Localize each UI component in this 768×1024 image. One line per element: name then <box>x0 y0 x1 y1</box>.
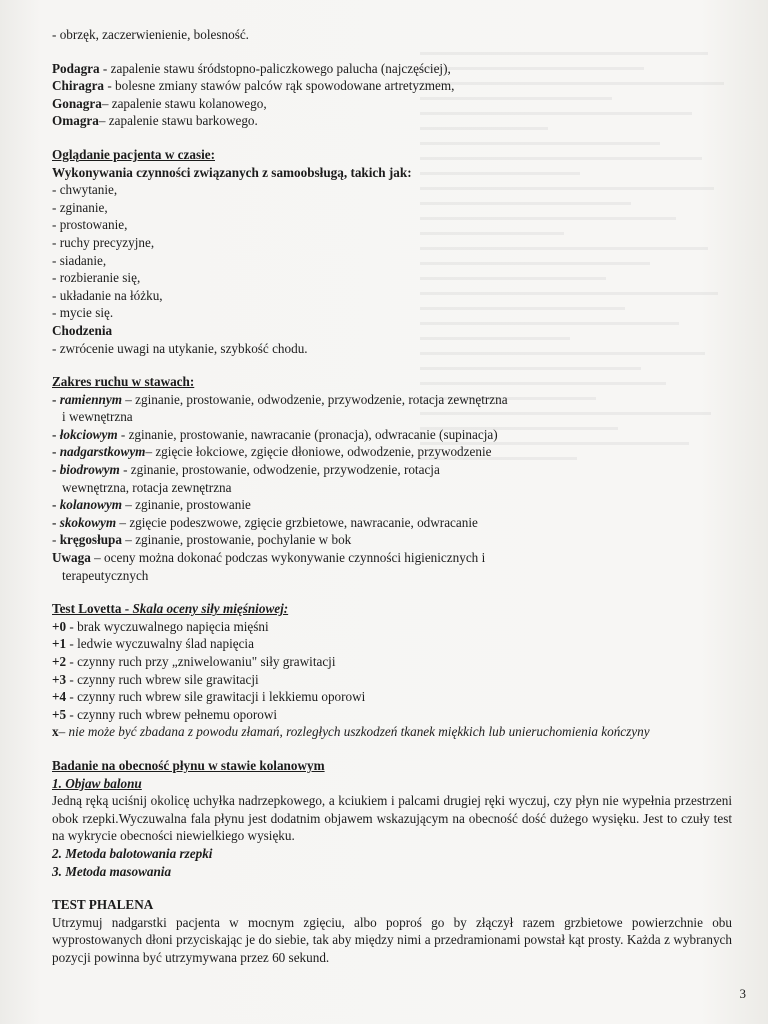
method-1-text: Jedną ręką uciśnij okolicę uchyłka nadrzepkowego, a kciukiem i palcami drugiej ręki wyczuj, czy płyn nie wypełnia przestrzeni obok rzepki.Wyczuwalna fala płynu jest dodatnim objawem wskazującym na obecność dość dużego wysięku. Jest to czuły test na wykrycie obecności niewielkiego wysięku. <box>52 793 732 844</box>
joint-term: kolanowym <box>59 497 122 513</box>
phalen-section <box>52 896 732 966</box>
list-item: - zginanie, <box>52 199 108 215</box>
scale-grade: +2 <box>52 654 67 669</box>
condition-item <box>52 60 732 78</box>
page-number: 3 <box>739 986 746 1001</box>
condition-item <box>52 77 732 95</box>
scale-item <box>52 618 732 636</box>
joint-term: ramiennym <box>59 391 122 407</box>
condition-term: Omagra <box>52 113 99 129</box>
method-2-title: 2. Metoda balotowania rzepki <box>52 845 213 861</box>
joint-term: nadgarstkowym <box>59 444 146 460</box>
joint-item <box>52 443 732 461</box>
condition-desc: – zapalenie stawu kolanowego, <box>101 95 267 111</box>
note <box>52 549 732 567</box>
observation-subheading: Wykonywania czynności związanych z samoobsługą, takich jak: <box>52 164 412 180</box>
joint-text: – zginanie, prostowanie <box>121 497 251 513</box>
condition-item <box>52 112 732 130</box>
scale-grade: x <box>52 724 59 740</box>
list-item: - siadanie, <box>52 252 107 268</box>
joint-item <box>52 426 732 444</box>
scale-text: – nie może być zbadana z powodu złamań, rozległych uszkodzeń tkanek miękkich lub unieruchomienia kończyny <box>58 724 650 740</box>
joint-text: - zginanie, prostowanie, nawracanie (pronacja), odwracanie (supinacja) <box>117 426 498 442</box>
note-text: – oceny można dokonać podczas wykonywanie czynności higienicznych i <box>90 550 486 566</box>
scale-grade: +3 <box>52 671 67 687</box>
scale-item <box>52 706 732 724</box>
condition-item <box>52 95 732 113</box>
method-1-title: 1. Objaw balonu <box>52 775 142 791</box>
condition-term: Gonagra <box>52 95 102 111</box>
scale-text: - czynny ruch wbrew sile grawitacji i lekkiemu oporowi <box>66 689 366 705</box>
phalen-text: Utrzymuj nadgarstki pacjenta w mocnym zgięciu, albo poproś go by złączył razem grzbietowe powierzchnie obu wyprostowanych dłoni przyciskając je do siebie, tak aby między nimi a przedramionami powstał kąt prosty. Każda z wybranych pozycji powinna być utrzymywana przez 60 sekund. <box>52 914 732 965</box>
joint-text: – zgięcie łokciowe, zgięcie dłoniowe, odwodzenie, przywodzenie <box>145 444 492 460</box>
list-item: - układanie na łóżku, <box>52 287 163 303</box>
list-item: - ruchy precyzyjne, <box>52 234 155 250</box>
joint-item <box>52 496 732 514</box>
walking-text: - zwrócenie uwagi na utykanie, szybkość chodu. <box>52 340 308 356</box>
scale-text: - czynny ruch przy „zniwelowaniu" siły grawitacji <box>66 654 336 669</box>
lovett-section <box>52 600 732 741</box>
scale-item <box>52 723 732 741</box>
joint-text: – zginanie, prostowanie, odwodzenie, przywodzenie, rotacja zewnętrzna <box>121 391 508 407</box>
lovett-heading <box>52 600 732 618</box>
scale-grade: +1 <box>52 636 67 652</box>
joint-text: – zgięcie podeszwowe, zgięcie grzbietowe, nawracanie, odwracanie <box>116 514 478 530</box>
observation-heading: Oglądanie pacjenta w czasie: <box>52 146 215 162</box>
observation-section <box>52 146 732 357</box>
scale-item <box>52 635 732 653</box>
spine-term: kręgosłupa <box>59 532 122 548</box>
method-3-title: 3. Metoda masowania <box>52 863 172 879</box>
lovett-heading-a: Test Lovetta - <box>52 601 133 617</box>
scale-text: - ledwie wyczuwalny ślad napięcia <box>66 636 254 652</box>
range-section <box>52 373 732 584</box>
joint-text: - zginanie, prostowanie, odwodzenie, przywodzenie, rotacja <box>119 462 440 478</box>
scale-text: - czynny ruch wbrew sile grawitacji <box>66 671 259 687</box>
list-item: - prostowanie, <box>52 217 128 233</box>
conditions-list <box>52 60 732 130</box>
document-body <box>52 26 732 967</box>
scale-text: - brak wyczuwalnego napięcia mięśni <box>66 618 269 634</box>
joint-item <box>52 461 732 479</box>
scale-grade: +5 <box>52 706 67 722</box>
dash: - <box>52 514 60 530</box>
fluid-section <box>52 757 732 880</box>
lovett-heading-b: Skala oceny siły mięśniowej: <box>132 601 289 617</box>
list-item: - chwytanie, <box>52 182 118 198</box>
joint-item: - kręgosłupa – zginanie, prostowanie, pochylanie w bok <box>52 532 352 548</box>
condition-term: Chiragra <box>52 78 105 94</box>
dash: - <box>52 497 60 513</box>
scale-text: - czynny ruch wbrew pełnemu oporowi <box>66 706 278 722</box>
condition-desc: - zapalenie stawu śródstopno-paliczkowego palucha (najczęściej), <box>99 60 451 76</box>
scale-item <box>52 653 732 671</box>
list-item: - mycie się. <box>52 305 114 321</box>
joint-cont: i wewnętrzna <box>62 409 133 425</box>
joint-term: łokciowym <box>59 426 118 442</box>
scale-item <box>52 671 732 689</box>
joint-term: biodrowym <box>59 462 120 478</box>
scale-grade: +0 <box>52 618 67 634</box>
joint-term: skokowym <box>59 514 117 530</box>
joint-item <box>52 514 732 532</box>
condition-desc: – zapalenie stawu barkowego. <box>98 113 258 129</box>
intro-line: - obrzęk, zaczerwienienie, bolesność. <box>52 27 249 42</box>
dash: - <box>52 426 60 442</box>
dash: - <box>52 391 60 407</box>
fluid-heading: Badanie na obecność płynu w stawie kolanowym <box>52 757 325 773</box>
joint-cont: wewnętrzna, rotacja zewnętrzna <box>62 479 232 495</box>
scale-grade: +4 <box>52 689 67 705</box>
spine-text: – zginanie, prostowanie, pochylanie w bok <box>122 532 352 548</box>
range-heading: Zakres ruchu w stawach: <box>52 374 195 390</box>
list-item: - rozbieranie się, <box>52 270 141 286</box>
note-term: Uwaga <box>52 550 91 566</box>
note-cont: terapeutycznych <box>62 567 149 583</box>
joint-item <box>52 391 732 409</box>
dash: - <box>52 462 60 478</box>
scale-item <box>52 688 732 706</box>
walking-title: Chodzenia <box>52 322 113 338</box>
phalen-heading: TEST PHALENA <box>52 897 154 913</box>
dash: - <box>52 444 60 460</box>
condition-desc: - bolesne zmiany stawów palców rąk spowodowane artretyzmem, <box>104 78 455 94</box>
condition-term: Podagra <box>52 60 100 76</box>
